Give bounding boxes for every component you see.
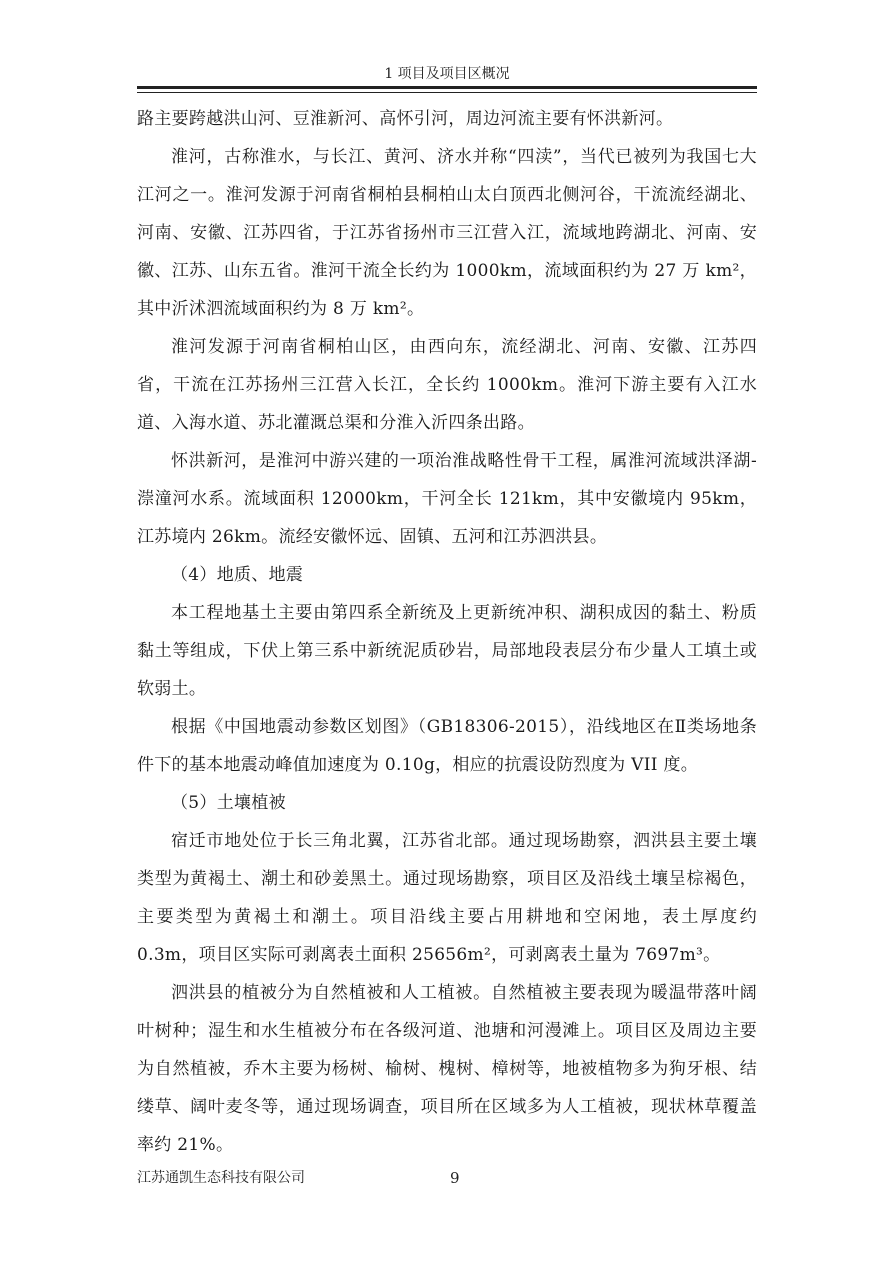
paragraph-continuation: 路主要跨越洪山河、豆淮新河、高怀引河，周边河流主要有怀洪新河。 <box>137 109 674 129</box>
footer-company-name: 江苏通凯生态科技有限公司 <box>137 1170 305 1186</box>
paragraph-geology: 本工程地基土主要由第四系全新统及上更新统冲积、湖积成因的黏土、粉质黏土等组成，下伏上第三系中新统泥质砂岩，局部地段表层分布少量人工填土或软弱土。 <box>137 603 757 699</box>
paragraph-seismic: 根据《中国地震动参数区划图》（GB18306-2015），沿线地区在Ⅱ类场地条件下的基本地震动峰值加速度为 0.10g，相应的抗震设防烈度为 VII 度。 <box>137 717 757 775</box>
footer-page-number: 9 <box>450 1169 460 1187</box>
paragraph-huaihong-river: 怀洪新河，是淮河中游兴建的一项治淮战略性骨干工程，属淮河流域洪泽湖-漴潼河水系。流域面积 12000km，干河全长 121km，其中安徽境内 95km，江苏境内 26km。流经安徽怀远、固镇、五河和江苏泗洪县。 <box>137 451 757 547</box>
header-rule-thin <box>137 92 757 93</box>
running-header: 1 项目及项目区概况 <box>384 66 510 82</box>
section-heading-geology: （4）地质、地震 <box>171 565 304 585</box>
body-text <box>137 100 757 1164</box>
section-heading-soil-vegetation: （5）土壤植被 <box>171 793 286 813</box>
paragraph-soil: 宿迁市地处位于长三角北翼，江苏省北部。通过现场勘察，泗洪县主要土壤类型为黄褐土、潮土和砂姜黑土。通过现场勘察，项目区及沿线土壤呈棕褐色，主要类型为黄褐土和潮土。项目沿线主要占用耕地和空闲地，表土厚度约 0.3m，项目区实际可剥离表土面积 25656m²，可剥离表土量为 7697m³。 <box>137 831 757 965</box>
paragraph-huaihe-overview: 淮河，古称淮水，与长江、黄河、济水并称“四渎”，当代已被列为我国七大江河之一。淮河发源于河南省桐柏县桐柏山太白顶西北侧河谷，干流流经湖北、河南、安徽、江苏四省，于江苏省扬州市三江营入江，流域地跨湖北、河南、安徽、江苏、山东五省。淮河干流全长约为 1000km，流域面积约为 27 万 km²，其中沂沭泗流域面积约为 8 万 km²。 <box>137 147 757 319</box>
paragraph-huaihe-course: 淮河发源于河南省桐柏山区，由西向东，流经湖北、河南、安徽、江苏四省，干流在江苏扬州三江营入长江，全长约 1000km。淮河下游主要有入江水道、入海水道、苏北灌溉总渠和分淮入沂四条出路。 <box>137 337 757 433</box>
header-rule-thick <box>137 86 757 89</box>
paragraph-vegetation: 泗洪县的植被分为自然植被和人工植被。自然植被主要表现为暖温带落叶阔叶树种；湿生和水生植被分布在各级河道、池塘和河漫滩上。项目区及周边主要为自然植被，乔木主要为杨树、榆树、槐树、樟树等，地被植物多为狗牙根、结缕草、阔叶麦冬等，通过现场调查，项目所在区域多为人工植被，现状林草覆盖率约 21%。 <box>137 983 757 1155</box>
